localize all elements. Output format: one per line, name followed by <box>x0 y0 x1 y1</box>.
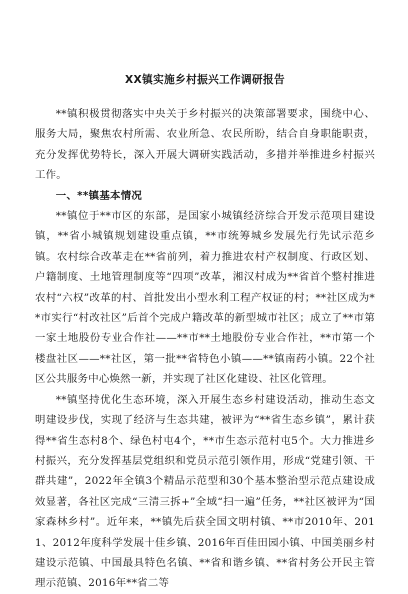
basic-info-paragraph-1: **镇位于**市区的东部，是国家小城镇经济综合开发示范项目建设镇，**省小城镇规划建设重点镇，**市统筹城乡发展先行先试示范乡镇。农村综合改革走在**省前列，着力推进农村产权制度、行政区划、户籍制度、土地管理制度等“四项”改革，湘汉村成为**省首个整村推进农村“六权”改革的村、首批发出小型水利工程产权证的村；**社区成为**市实行“村改社区”后首个完成户籍改革的新型城市社区；成立了**市第一家土地股份专业合作社——**市**土地股份专业合作社，**市第一个楼盘社区——**社区，第一批**省特色小镇——**镇南药小镇。22个社区公共服务中心焕然一新，并实现了社区化建设、社区化管理。 <box>35 210 375 386</box>
basic-info-paragraph-2: **镇坚持优化生态环境，深入开展生态乡村建设活动，推动生态文明建设步伐，实现了经济与生态共建，被评为“**省生态乡镇”，累计获得**省生态村8个、绿色村屯4个，**市生态示范村屯5个。大力推进乡村振兴，充分发挥基层党组织和党员示范引领作用，形成“党建引领、干群共建”，2022年全镇3个精品示范型和30个基本整治型示范点建设成效显著，各社区完成“三清三拆+”全域“扫一遍”任务，**社区被评为“国家森林乡村”。近年来，**镇先后获全国文明村镇、**市2010年、2011、2012年度科学发展十佳乡镇、2016年百佳田园小镇、中国美丽乡村建设示范镇、中国最具特色名镇、**省和谐乡镇、**省村务公开民主管理示范镇、2016年**省二等 <box>35 393 375 590</box>
section-heading-basic-info: 一、**镇基本情况 <box>55 189 143 202</box>
intro-paragraph: **镇积极贯彻落实中央关于乡村振兴的决策部署要求，围绕中心、服务大局，聚焦农村所需、农业所急、农民所盼，结合自身职能职责，充分发挥优势特长，深入开展大调研实践活动，多措并举推进乡村振兴工作。 <box>35 108 375 182</box>
document-title: XX镇实施乡村振兴工作调研报告 <box>124 74 286 86</box>
